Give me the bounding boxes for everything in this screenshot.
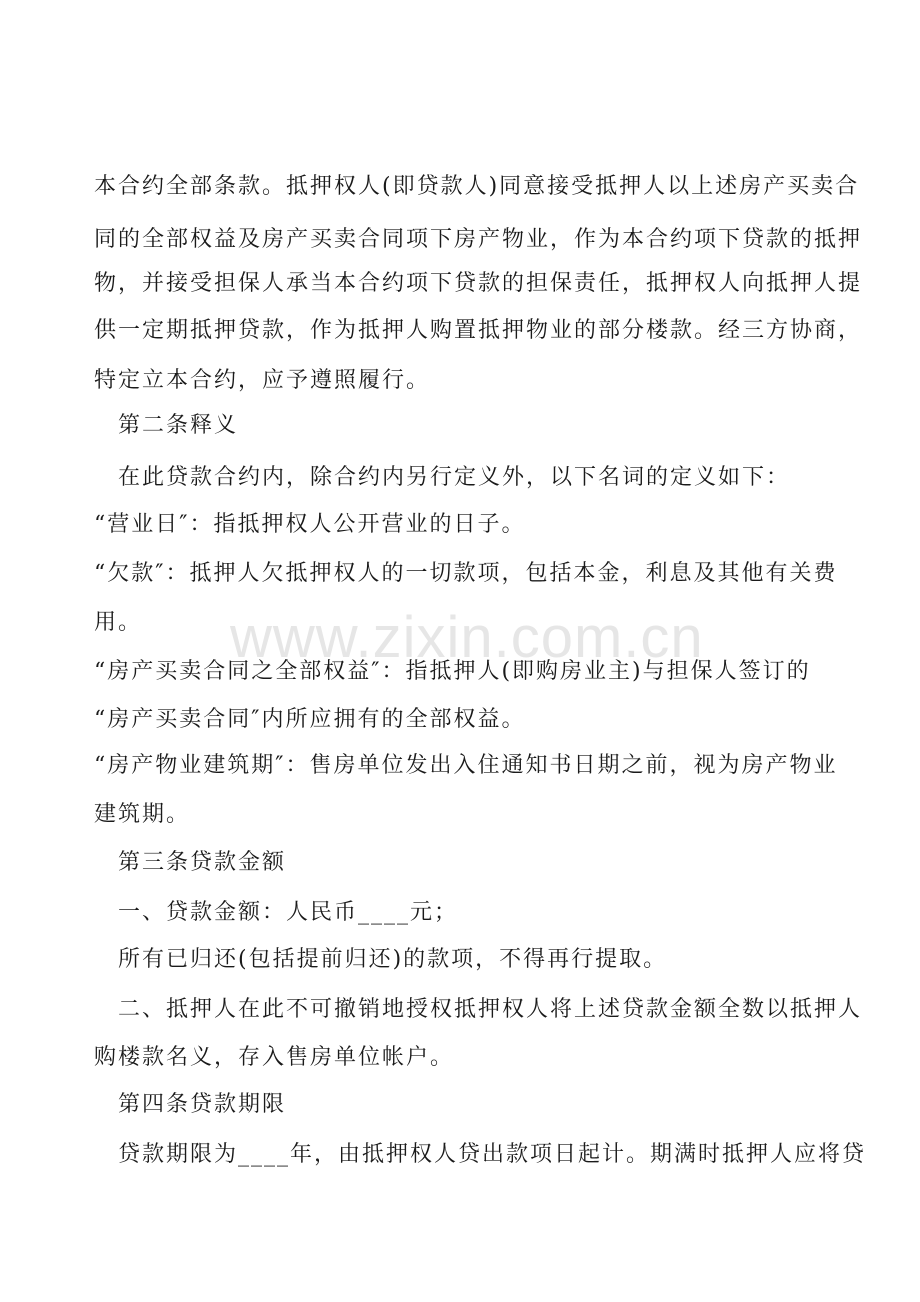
paragraph-line: 物，并接受担保人承当本合约项下贷款的担保责任，抵押权人向抵押人提 bbox=[94, 271, 863, 296]
section-heading-3: 第三条贷款金额 bbox=[118, 850, 287, 875]
definition-line: “房产买卖合同″内所应拥有的全部权益。 bbox=[94, 707, 526, 732]
paragraph-line: 二、抵押人在此不可撤销地授权抵押权人将上述贷款金额全数以抵押人 bbox=[118, 997, 863, 1022]
definition-line: “欠款″：抵押人欠抵押权人的一切款项，包括本金，利息及其他有关费 bbox=[94, 561, 838, 586]
paragraph-line: 供一定期抵押贷款，作为抵押人购置抵押物业的部分楼款。经三方协商， bbox=[94, 318, 863, 343]
section-heading-4: 第四条贷款期限 bbox=[118, 1092, 287, 1117]
definition-line: “房产物业建筑期″：售房单位发出入住通知书日期之前，视为房产物业 bbox=[94, 753, 838, 778]
paragraph-line: 本合约全部条款。抵押权人(即贷款人)同意接受抵押人以上述房产买卖合 bbox=[94, 174, 860, 199]
paragraph-line: 同的全部权益及房产买卖合同项下房产物业，作为本合约项下贷款的抵押 bbox=[94, 227, 863, 252]
watermark: www.zixin.com.cn bbox=[230, 605, 704, 670]
paragraph-line: 贷款期限为____年，由抵押权人贷出款项日起计。期满时抵押人应将贷 bbox=[118, 1142, 867, 1167]
paragraph-line: 购楼款名义，存入售房单位帐户。 bbox=[94, 1045, 455, 1070]
definition-line: 建筑期。 bbox=[94, 802, 191, 827]
paragraph-line: 一、贷款金额：人民币____元； bbox=[118, 900, 459, 925]
definition-line: “营业日″：指抵押权人公开营业的日子。 bbox=[94, 512, 526, 537]
definition-line: 用。 bbox=[94, 610, 143, 635]
paragraph-line: 在此贷款合约内，除合约内另行定义外，以下名词的定义如下： bbox=[118, 465, 791, 490]
definition-line: “房产买卖合同之全部权益″：指抵押人(即购房业主)与担保人签订的 bbox=[94, 659, 811, 684]
paragraph-line: 所有已归还(包括提前归还)的款项，不得再行提取。 bbox=[118, 947, 668, 972]
section-heading-2: 第二条释义 bbox=[118, 413, 239, 438]
paragraph-line: 特定立本合约，应予遵照履行。 bbox=[94, 368, 431, 393]
